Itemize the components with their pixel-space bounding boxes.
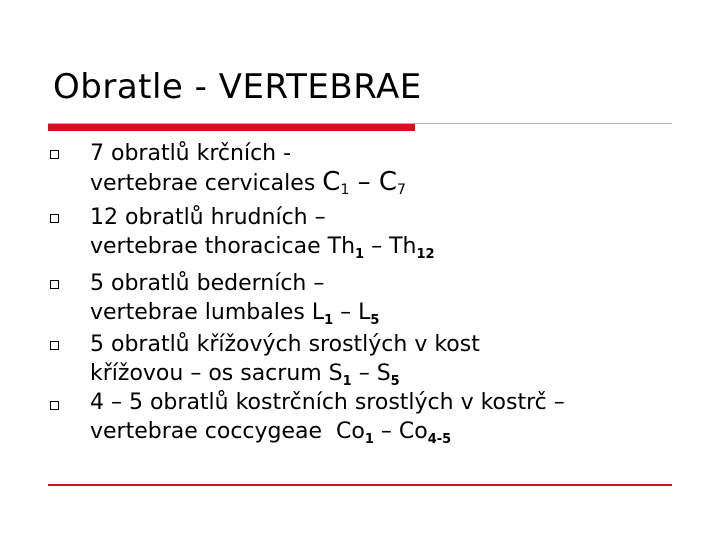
list-item-line	[90, 417, 565, 446]
list-item-line	[90, 232, 435, 261]
list-item-text: – Th	[364, 234, 417, 259]
vertebra-subscript: 5	[370, 313, 380, 328]
list-item-line: 5 obratlů křížových srostlých v kost	[90, 332, 480, 357]
vertebra-letter: C	[378, 167, 398, 197]
list-item-text: křížovou – os sacrum S	[90, 361, 343, 386]
list-item-line	[90, 298, 379, 327]
vertebra-subscript: 1	[324, 313, 334, 328]
vertebra-subscript: 7	[397, 182, 406, 198]
vertebra-subscript: 1	[342, 374, 352, 389]
range-dash: –	[349, 167, 379, 197]
vertebra-subscript: 5	[390, 374, 400, 389]
vertebra-subscript: 1	[355, 247, 365, 262]
vertebra-subscript: 12	[416, 247, 435, 262]
list-item-text: vertebrae coccygeae Co	[90, 419, 365, 444]
bullet-marker	[50, 214, 59, 223]
vertebra-subscript: 1	[340, 182, 350, 198]
vertebra-letter: C	[322, 167, 341, 197]
list-item-line: 12 obratlů hrudních –	[90, 205, 326, 230]
slide-title: Obratle - VERTEBRAE	[53, 67, 422, 107]
list-item-line: 5 obratlů bederních –	[90, 271, 325, 296]
list-item-line: 7 obratlů krčních -	[90, 141, 292, 166]
footer-divider-line	[48, 484, 672, 486]
list-item	[90, 330, 480, 388]
list-item-text: – S	[351, 361, 391, 386]
vertebra-subscript: 4-5	[427, 432, 452, 447]
vertebra-subscript: 1	[364, 432, 374, 447]
list-item-text: vertebrae thoracicae Th	[90, 234, 356, 259]
title-accent-bar	[48, 124, 415, 131]
bullet-marker	[50, 150, 59, 159]
list-item	[90, 139, 406, 197]
list-item-text: vertebrae cervicales	[90, 171, 323, 196]
list-item-line: 4 – 5 obratlů kostrčních srostlých v kostrč –	[90, 390, 565, 415]
bullet-marker	[50, 401, 59, 410]
list-item	[90, 388, 565, 446]
list-item-line	[90, 359, 480, 388]
list-item-line	[90, 168, 406, 197]
list-item	[90, 269, 379, 327]
list-item-text: – L	[333, 300, 371, 325]
list-item-text: vertebrae lumbales L	[90, 300, 325, 325]
bullet-marker	[50, 341, 59, 350]
bullet-marker	[50, 280, 59, 289]
list-item-text: – Co	[373, 419, 428, 444]
list-item	[90, 203, 435, 261]
